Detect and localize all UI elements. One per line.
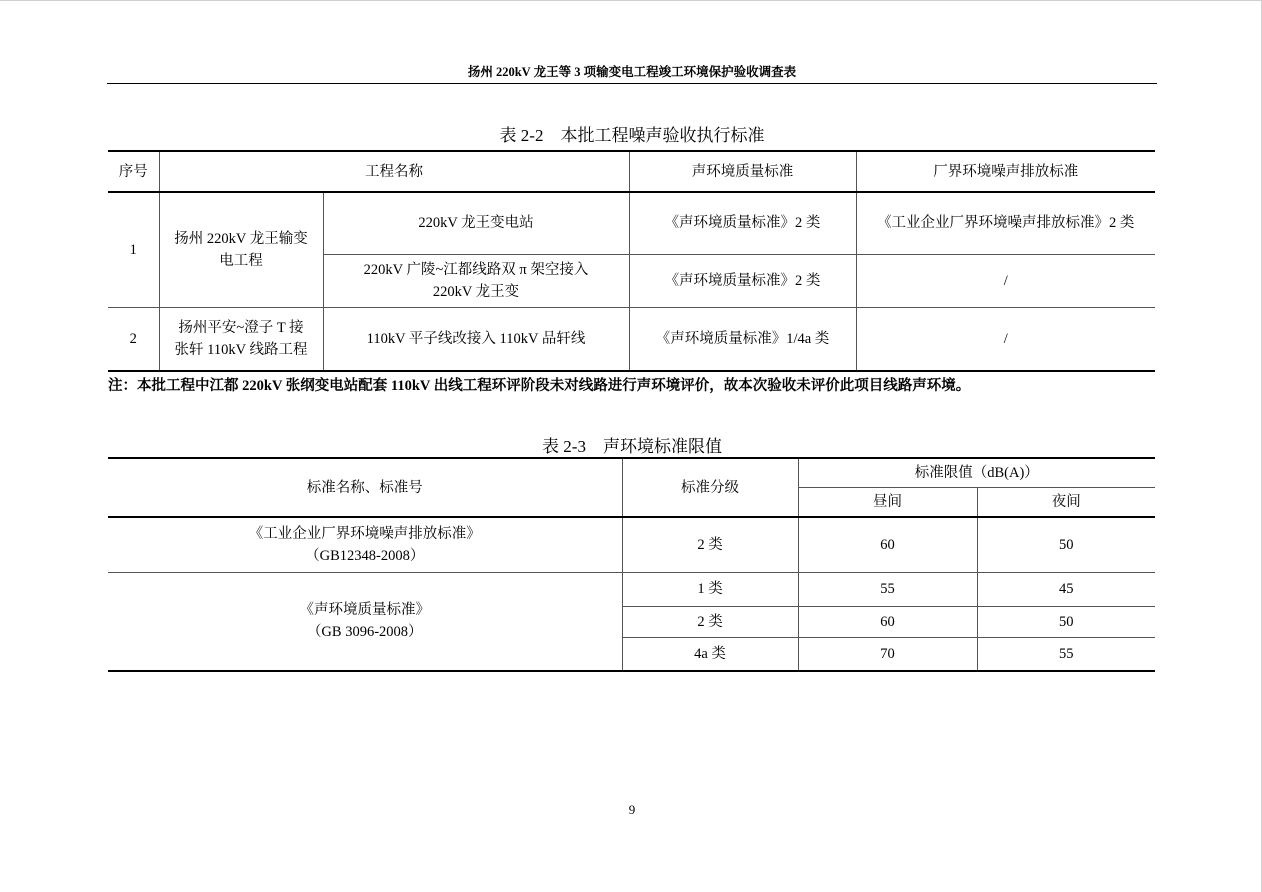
sound-env-standard: 《声环境质量标准》2 类 xyxy=(629,254,856,307)
day-limit: 55 xyxy=(798,572,977,606)
boundary-standard: / xyxy=(856,254,1155,307)
row-seq: 1 xyxy=(108,192,159,307)
table-row xyxy=(108,192,1155,254)
standard-name: 《声环境质量标准》 （GB 3096-2008） xyxy=(108,572,622,671)
header-limit: 标准限值（dB(A)） xyxy=(798,458,1155,488)
day-limit: 70 xyxy=(798,637,977,671)
grade-cell: 2 类 xyxy=(622,517,798,572)
boundary-standard: / xyxy=(856,307,1155,371)
header-boundary-standard: 厂界环境噪声排放标准 xyxy=(856,151,1155,192)
header-night: 夜间 xyxy=(977,488,1155,518)
sub-project-name: 110kV 平子线改接入 110kV 品轩线 xyxy=(323,307,629,371)
noise-standards-table xyxy=(108,150,1155,372)
sub-project-name: 220kV 龙王变电站 xyxy=(323,192,629,254)
standard-name: 《工业企业厂界环境噪声排放标准》 （GB12348-2008） xyxy=(108,517,622,572)
page-border-top xyxy=(0,0,1262,1)
grade-cell: 4a 类 xyxy=(622,637,798,671)
header-seq: 序号 xyxy=(108,151,159,192)
header-day: 昼间 xyxy=(798,488,977,518)
night-limit: 50 xyxy=(977,517,1155,572)
project-group-name: 扬州 220kV 龙王输变 电工程 xyxy=(159,192,323,307)
night-limit: 50 xyxy=(977,606,1155,637)
page-number: 9 xyxy=(628,802,636,817)
table-note: 注：本批工程中江都 220kV 张纲变电站配套 110kV 出线工程环评阶段未对线路进行声环境评价，故本次验收未评价此项目线路声环境。 xyxy=(108,378,971,394)
table-row xyxy=(108,307,1155,371)
row-seq: 2 xyxy=(108,307,159,371)
table-2-3-caption: 表 2-3 声环境标准限值 xyxy=(542,437,722,456)
night-limit: 55 xyxy=(977,637,1155,671)
grade-cell: 1 类 xyxy=(622,572,798,606)
table-header-row xyxy=(108,151,1155,192)
table-2-2-caption: 表 2-2 本批工程噪声验收执行标准 xyxy=(499,126,765,145)
day-limit: 60 xyxy=(798,517,977,572)
sound-env-standard: 《声环境质量标准》1/4a 类 xyxy=(629,307,856,371)
project-group-name: 扬州平安~澄子 T 接 张轩 110kV 线路工程 xyxy=(159,307,323,371)
header-sound-env-standard: 声环境质量标准 xyxy=(629,151,856,192)
header-project-name: 工程名称 xyxy=(159,151,629,192)
header-grade: 标准分级 xyxy=(622,458,798,517)
sub-project-name: 220kV 广陵~江都线路双 π 架空接入 220kV 龙王变 xyxy=(323,254,629,307)
table-header-row xyxy=(108,458,1155,488)
document-header: 扬州 220kV 龙王等 3 项输变电工程竣工环境保护验收调查表 xyxy=(107,62,1157,84)
sound-env-standard: 《声环境质量标准》2 类 xyxy=(629,192,856,254)
noise-limits-table xyxy=(108,457,1155,672)
table-row xyxy=(108,517,1155,572)
day-limit: 60 xyxy=(798,606,977,637)
grade-cell: 2 类 xyxy=(622,606,798,637)
boundary-standard: 《工业企业厂界环境噪声排放标准》2 类 xyxy=(856,192,1155,254)
table-row xyxy=(108,572,1155,606)
night-limit: 45 xyxy=(977,572,1155,606)
header-standard-name: 标准名称、标准号 xyxy=(108,458,622,517)
